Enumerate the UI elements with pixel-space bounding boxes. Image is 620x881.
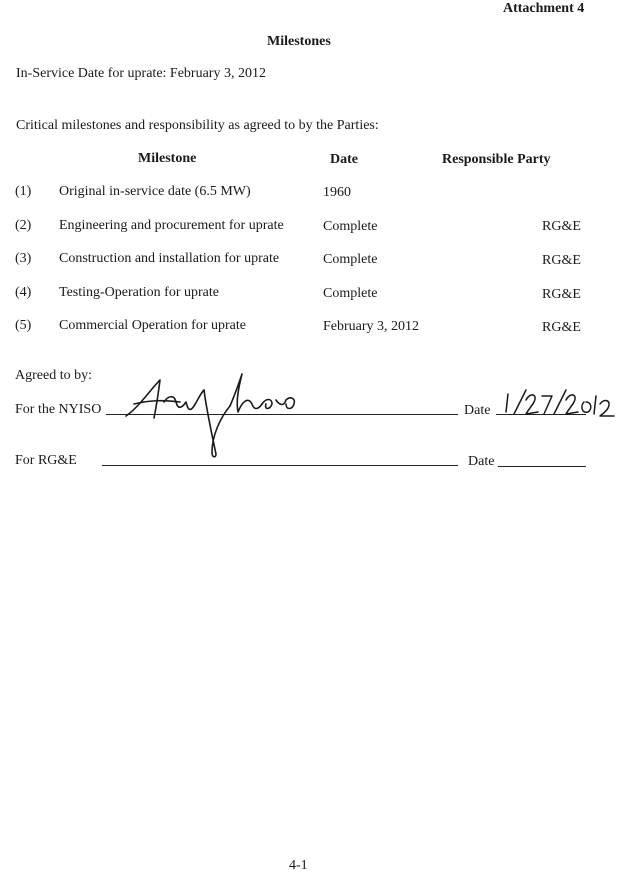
row-milestone: Engineering and procurement for uprate — [59, 218, 284, 233]
row-date: Complete — [323, 286, 378, 301]
nyiso-handwritten-date — [504, 388, 616, 420]
row-milestone: Construction and installation for uprate — [59, 251, 280, 266]
nyiso-label: For the NYISO — [15, 402, 102, 417]
rge-date-label: Date — [468, 454, 495, 469]
nyiso-signature — [120, 366, 320, 462]
row-milestone: Commercial Operation for uprate — [59, 318, 246, 333]
row-number: (5) — [15, 318, 32, 333]
row-number: (3) — [15, 251, 32, 266]
row-party: RG&E — [542, 253, 581, 268]
header-date: Date — [330, 152, 358, 167]
rge-label: For RG&E — [15, 453, 77, 468]
nyiso-date-label: Date — [464, 403, 491, 418]
row-party: RG&E — [542, 219, 581, 234]
attachment-label: Attachment 4 — [503, 1, 585, 16]
agreed-label: Agreed to by: — [15, 368, 92, 383]
page-number: 4-1 — [289, 858, 308, 873]
row-party: RG&E — [542, 320, 581, 335]
header-responsible-party: Responsible Party — [442, 152, 551, 167]
row-date: Complete — [323, 252, 378, 267]
intro-text: Critical milestones and responsibility as agreed to by the Parties: — [16, 118, 379, 133]
row-date: February 3, 2012 — [323, 319, 420, 334]
row-party: RG&E — [542, 287, 581, 302]
row-milestone: Testing-Operation for uprate — [59, 285, 219, 300]
row-number: (2) — [15, 218, 32, 233]
header-milestone: Milestone — [138, 151, 197, 166]
row-date: 1960 — [323, 185, 351, 200]
rge-date-line — [498, 466, 586, 467]
rge-signature-line — [102, 465, 458, 466]
row-number: (4) — [15, 285, 32, 300]
row-number: (1) — [15, 184, 32, 199]
in-service-date-text: In-Service Date for uprate: February 3, 2012 — [16, 66, 266, 81]
row-date: Complete — [323, 219, 378, 234]
row-milestone: Original in-service date (6.5 MW) — [59, 184, 251, 199]
page-title: Milestones — [267, 34, 331, 49]
